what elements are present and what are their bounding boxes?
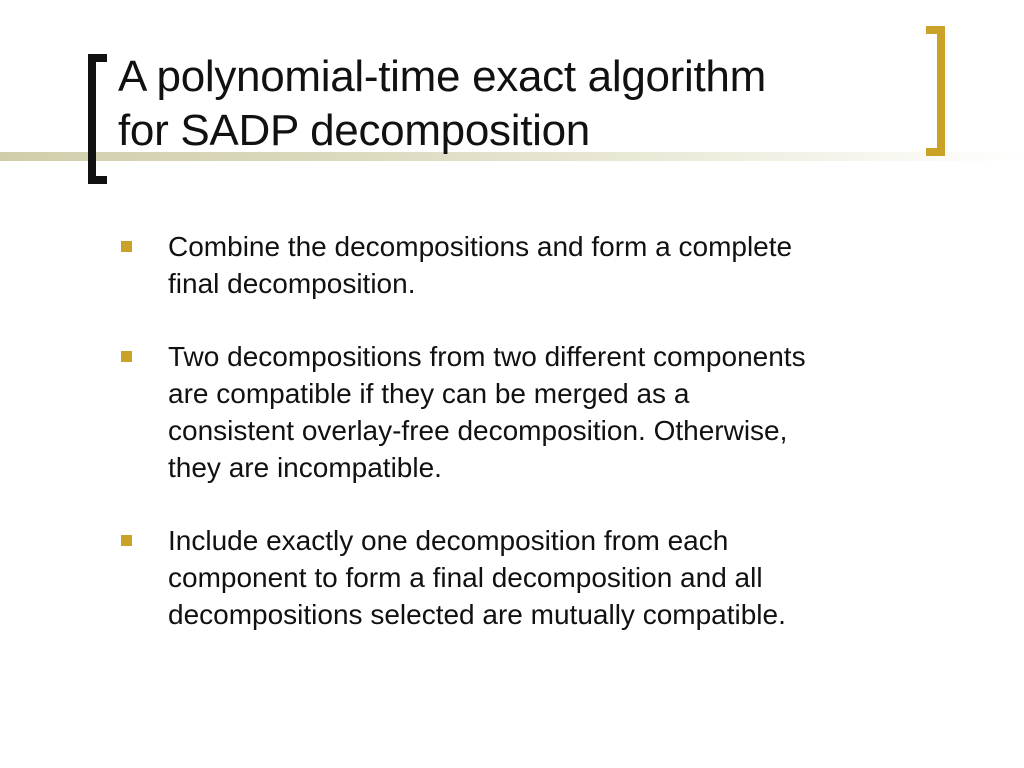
bullet-text-line: final decomposition. (168, 268, 416, 299)
bullet-text-line: Combine the decompositions and form a complete (168, 231, 793, 262)
slide-title-line: A polynomial-time exact algorithm (118, 52, 766, 101)
square-bullet-icon (121, 241, 132, 252)
bullet-item (116, 228, 956, 302)
bullet-text-line: Include exactly one decomposition from each (168, 525, 729, 556)
slide-title-line: for SADP decomposition (118, 106, 590, 155)
square-bullet-icon (121, 351, 132, 362)
bullet-text-line: are compatible if they can be merged as a (168, 378, 690, 409)
bullet-text-line: decompositions selected are mutually compatible. (168, 599, 786, 630)
left-bracket-decoration (88, 54, 107, 184)
right-bracket-decoration (926, 26, 945, 156)
square-bullet-icon (121, 535, 132, 546)
bullet-item (116, 338, 956, 486)
slide-title (118, 50, 918, 158)
bullet-text-line: they are incompatible. (168, 452, 442, 483)
bullet-text-line: Two decompositions from two different components (168, 341, 806, 372)
bullet-text-line: consistent overlay-free decomposition. Otherwise, (168, 415, 788, 446)
bullet-list (116, 228, 956, 669)
bullet-text-line: component to form a final decomposition and all (168, 562, 763, 593)
bullet-item (116, 522, 956, 633)
